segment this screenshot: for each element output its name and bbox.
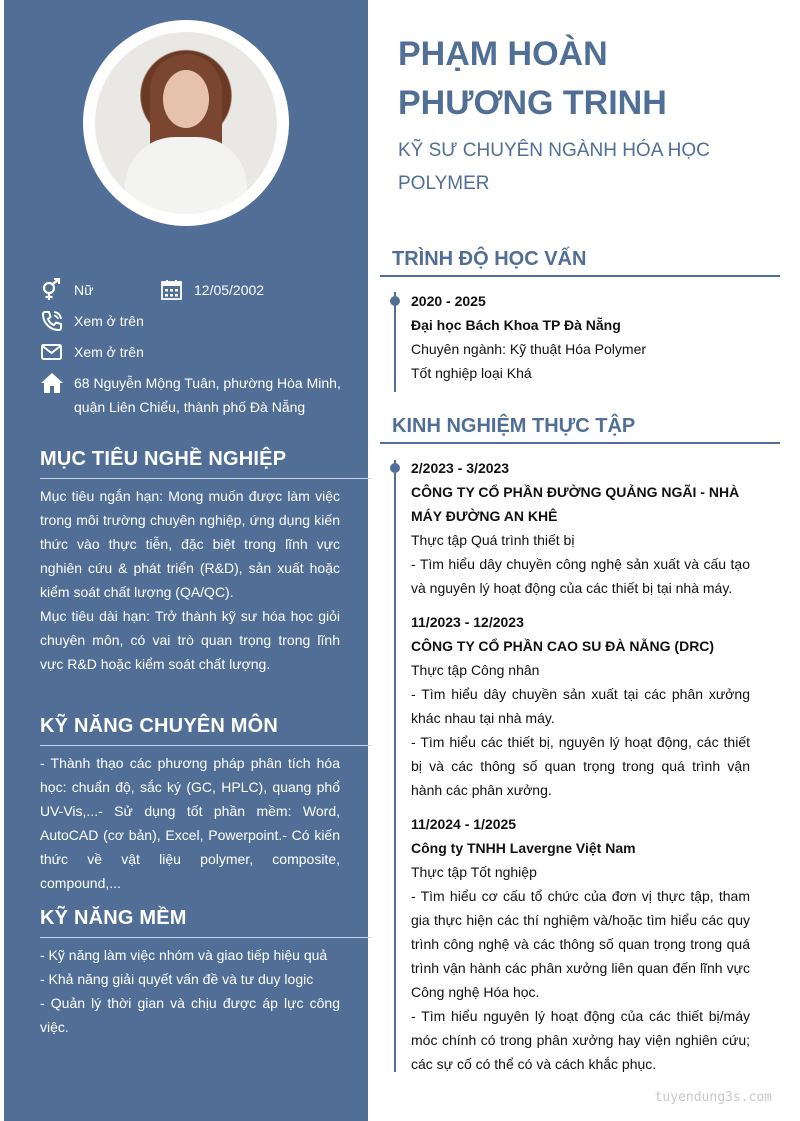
experience-company: CÔNG TY CỔ PHẦN CAO SU ĐÀ NẴNG (DRC) (411, 638, 715, 654)
gender-value: Nữ (74, 282, 94, 298)
soft-skills-heading: KỸ NĂNG MỀM (40, 907, 187, 929)
education-grade: Tốt nghiệp loại Khá (411, 365, 532, 381)
profile-photo (95, 32, 277, 214)
education-entry (411, 289, 750, 385)
experience-heading: KINH NGHIỆM THỰC TẬP (392, 415, 636, 437)
hard-skills-heading: KỸ NĂNG CHUYÊN MÔN (40, 715, 279, 737)
soft-skill-item: - Khả năng giải quyết vấn đề và tư duy logic (40, 971, 314, 987)
experience-role: Thực tập Tốt nghiệp (411, 864, 537, 880)
experience-item (411, 456, 750, 600)
education-dates: 2020 - 2025 (411, 293, 486, 309)
home-icon (40, 371, 64, 395)
experience-role: Thực tập Công nhân (411, 662, 540, 678)
address-line-1: 68 Nguyễn Mộng Tuân, phường Hòa Minh, (74, 375, 341, 391)
experience-item (411, 812, 750, 1076)
experience-detail: - Tìm hiểu dây chuyền công nghệ sản xuất và cấu tạo và nguyên lý hoạt động của các thiết bị tại nhà máy. (411, 556, 750, 596)
objective-heading: MỤC TIÊU NGHỀ NGHIỆP (40, 448, 287, 470)
birthday-value: 12/05/2002 (194, 282, 265, 298)
experience-detail: - Tìm hiểu cơ cấu tổ chức của đơn vị thực tập, tham gia thực hiện các thí nghiệm và/hoặc tìm hiểu các quy trình công nghệ và các thông số quan trọng trong quá trình vận hành các phân xưởng liên quan đến lĩnh vực Công nghệ Hóa học. (411, 888, 750, 1000)
birthday-row (160, 278, 340, 302)
experience-item (411, 610, 750, 802)
experience-detail: - Tìm hiểu nguyên lý hoạt động của các thiết bị/máy móc chính có trong phân xưởng hay viện nghiên cứu; các sự cố có thể có và cách khắc phục. (411, 1008, 750, 1072)
timeline-dot (390, 296, 400, 306)
section-rule (380, 442, 780, 444)
divider (40, 937, 372, 938)
experience-company: Công ty TNHH Lavergne Việt Nam (411, 840, 636, 856)
hard-skills-text: - Thành thạo các phương pháp phân tích hóa học: chuẩn độ, sắc ký (GC, HPLC), quang phổ UV-Vis,...- Sử dụng tốt phần mềm: Word, AutoCAD (cơ bản), Excel, Powerpoint.- Có kiến thức về vật liệu polymer, composite, compound,... (40, 755, 340, 891)
experience-dates: 2/2023 - 3/2023 (411, 460, 510, 476)
sidebar (4, 0, 368, 1121)
objective-long-term: Mục tiêu dài hạn: Trở thành kỹ sư hóa học giỏi chuyên môn, có vai trò quan trọng trong lĩnh vực R&D hoặc kiểm soát chất lượng. (40, 608, 340, 672)
divider (40, 478, 372, 479)
avatar (83, 20, 289, 226)
watermark: tuyendung3s.com (654, 1090, 772, 1105)
experience-detail: - Tìm hiểu các thiết bị, nguyên lý hoạt động, các thiết bị và các thông số quan trọng trong quá trình vận hành các phân xưởng. (411, 734, 750, 798)
email-icon (40, 340, 64, 364)
address-line-2: quận Liên Chiểu, thành phố Đà Nẵng (74, 399, 306, 415)
phone-value: Xem ở trên (74, 313, 144, 329)
job-title: KỸ SƯ CHUYÊN NGÀNH HÓA HỌC POLYMER (398, 140, 710, 194)
experience-detail: - Tìm hiểu dây chuyền sản xuất tại các phân xưởng khác nhau tại nhà máy. (411, 686, 750, 726)
timeline-dot (390, 463, 400, 473)
education-major: Chuyên ngành: Kỹ thuật Hóa Polymer (411, 341, 647, 357)
objective-text (40, 484, 340, 676)
gender-icon (40, 278, 64, 302)
timeline-line (394, 460, 396, 1072)
education-heading: TRÌNH ĐỘ HỌC VẤN (392, 248, 587, 270)
experience-dates: 11/2024 - 1/2025 (411, 816, 517, 832)
objective-short-term: Mục tiêu ngắn hạn: Mong muốn được làm việc trong môi trường chuyên nghiệp, ứng dụng kiến thức vào thực tiễn, đặc biệt trong lĩnh vực nghiên cứu & phát triển (R&D), sản xuất hoặc kiểm soát chất lượng (QA/QC). (40, 488, 340, 600)
section-rule (380, 275, 780, 277)
email-value: Xem ở trên (74, 344, 144, 360)
candidate-name (398, 30, 667, 128)
soft-skill-item: - Kỹ năng làm việc nhóm và giao tiếp hiệu quả (40, 947, 328, 963)
timeline-line (394, 292, 396, 392)
soft-skills-list (40, 943, 340, 1039)
name-line-2: PHƯƠNG TRINH (398, 84, 667, 122)
divider (40, 745, 372, 746)
experience-dates: 11/2023 - 12/2023 (411, 614, 524, 630)
calendar-icon (160, 278, 184, 302)
experience-company: CÔNG TY CỔ PHẦN ĐƯỜNG QUẢNG NGÃI - NHÀ MÁY ĐƯỜNG AN KHÊ (411, 484, 740, 524)
phone-icon (40, 309, 64, 333)
soft-skill-item: - Quản lý thời gian và chịu được áp lực công việc. (40, 995, 340, 1035)
address-row (40, 371, 350, 419)
phone-row (40, 309, 340, 333)
education-school: Đại học Bách Khoa TP Đà Nẵng (411, 317, 621, 333)
name-line-1: PHẠM HOÀN (398, 35, 608, 73)
email-row (40, 340, 340, 364)
experience-role: Thực tập Quá trình thiết bị (411, 532, 575, 548)
